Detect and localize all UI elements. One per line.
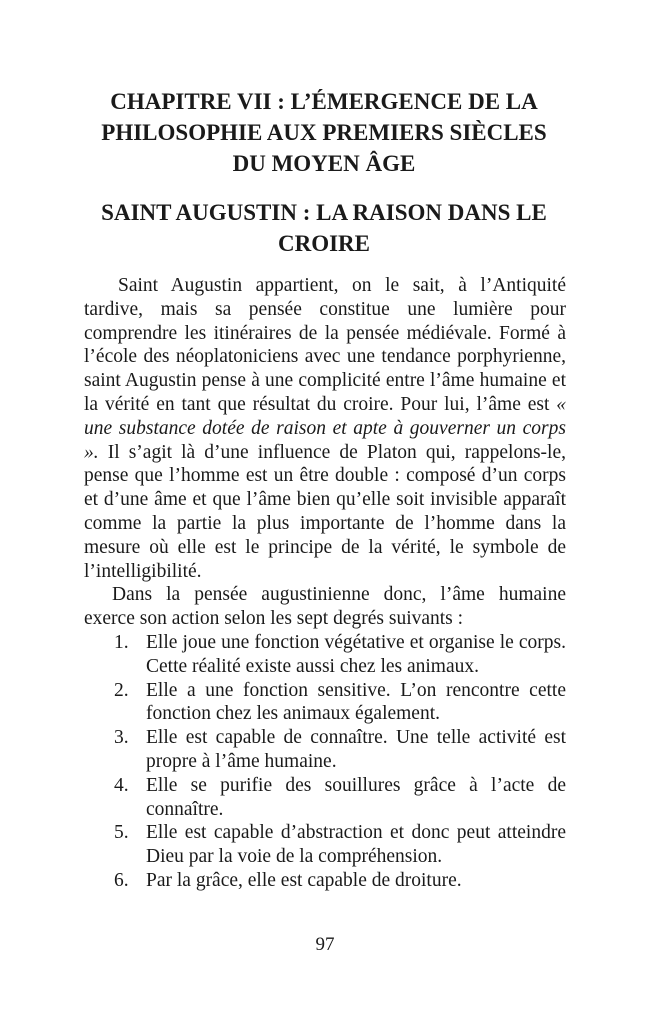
section-title-line: SAINT AUGUSTIN : LA RAISON DANS LE — [101, 200, 547, 225]
list-item-number: 5. — [114, 822, 129, 844]
list-item — [84, 726, 566, 774]
list-item — [84, 774, 566, 822]
chapter-title-line: CHAPITRE VII : L’ÉMERGENCE DE LA — [110, 89, 538, 114]
body-text — [84, 274, 566, 893]
list-item-number: 4. — [114, 774, 129, 796]
list-item — [84, 679, 566, 727]
list-item — [84, 821, 566, 869]
paragraph-degrees-intro: Dans la pensée augustinienne donc, l’âme humaine exerce son action selon les sept degrés suivants : — [84, 584, 566, 630]
page-number: 97 — [315, 934, 335, 955]
paragraph-text: Il s’agit là d’une influence de Platon qui, rappelons-le, pense que l’homme est un être double : composé d’un corps et d’une âme et que l’âme bien qu’elle soit invisible apparaît comme la partie la plus importante de l’homme dans la mesure où elle est le principe de la vérité, le symbole de l’intelligibilité. — [84, 441, 566, 582]
list-item-number: 6. — [114, 869, 129, 891]
list-item-text: Par la grâce, elle est capable de droiture. — [146, 869, 462, 891]
list-item-text: Elle joue une fonction végétative et organise le corps. Cette réalité existe aussi chez les animaux. — [146, 631, 566, 677]
list-item-number: 1. — [114, 631, 129, 653]
paragraph-intro — [84, 274, 566, 583]
list-item-number: 2. — [114, 679, 129, 701]
list-item-text: Elle est capable de connaître. Une telle activité est propre à l’âme humaine. — [146, 727, 566, 772]
list-item-text: Elle a une fonction sensitive. L’on rencontre cette fonction chez les animaux également. — [146, 679, 566, 725]
degrees-list — [84, 631, 566, 893]
section-title-line: CROIRE — [277, 231, 370, 256]
list-item — [84, 631, 566, 679]
section-title — [80, 197, 568, 259]
chapter-title-line: DU MOYEN ÂGE — [232, 151, 416, 176]
chapter-title — [80, 86, 568, 179]
list-item — [84, 869, 566, 893]
list-item-number: 3. — [114, 727, 129, 749]
paragraph-text: Saint Augustin appartient, on le sait, à l’Antiquité tardive, mais sa pensée constitue une lumière pour comprendre les itinéraires de la pensée médiévale. Formé à l’école des néoplatoniciens avec une tendance porphyrienne, saint Augustin pense à une complicité entre l’âme humaine et la vérité en tant que résultat du croire. Pour lui, l’âme est — [84, 275, 566, 415]
list-item-text: Elle se purifie des souillures grâce à l’acte de connaître. — [146, 774, 566, 820]
list-item-text: Elle est capable d’abstraction et donc peut atteindre Dieu par la voie de la compréhension. — [146, 822, 566, 868]
chapter-title-line: PHILOSOPHIE AUX PREMIERS SIÈCLES — [101, 120, 547, 145]
augustine-quote: « une substance dotée de raison et apte à gouverner un corps ». — [84, 393, 566, 463]
